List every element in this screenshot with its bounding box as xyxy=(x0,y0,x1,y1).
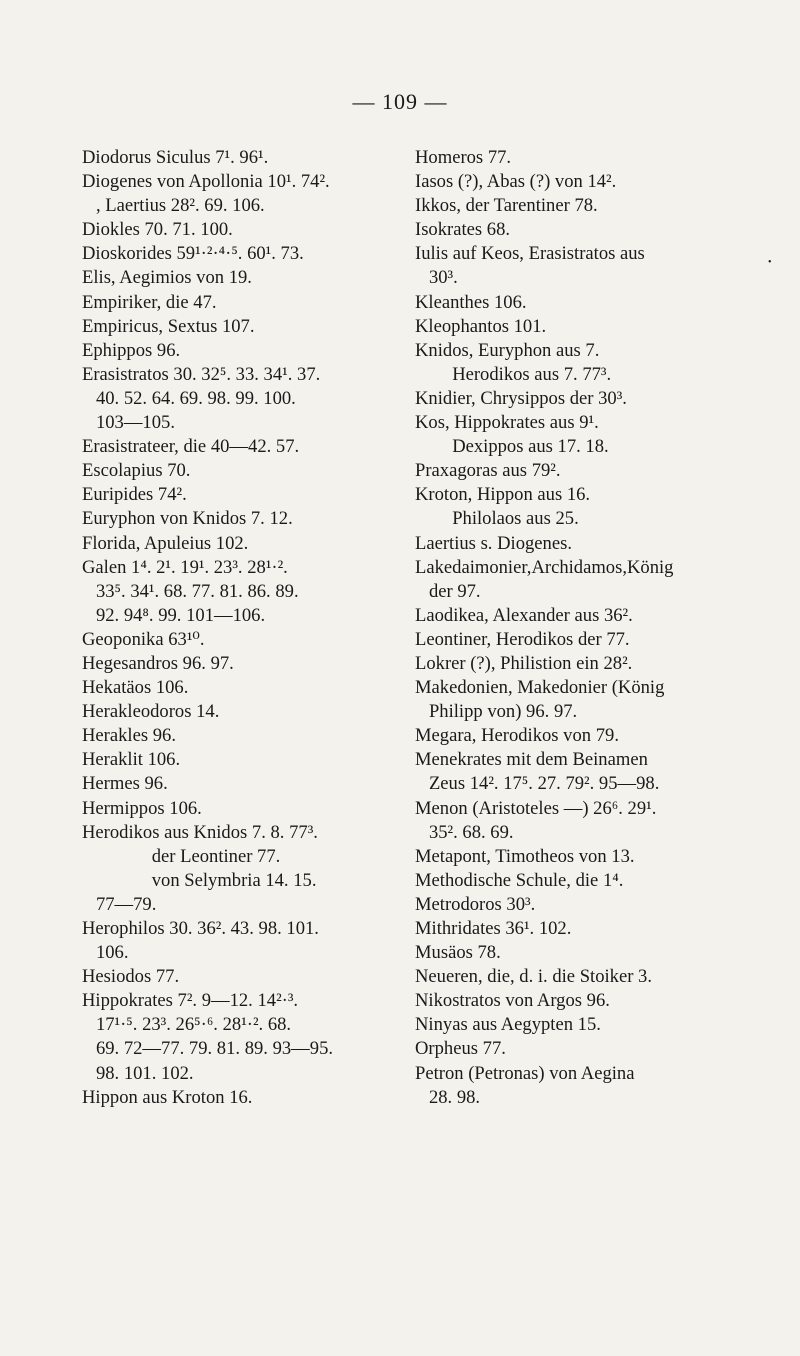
index-entry-line: der 97. xyxy=(415,580,481,602)
page-number: — 109 — xyxy=(352,89,448,114)
index-entry-line: Iulis auf Keos, Erasistratos aus xyxy=(415,243,645,265)
index-entry-line: von Selymbria 14. 15. xyxy=(82,869,317,891)
index-entry-line: Leontiner, Herodikos der 77. xyxy=(415,628,630,650)
index-entry-line: Empiriker, die 47. xyxy=(82,291,217,313)
index-entry-line: Dioskorides 59¹·²·⁴·⁵. 60¹. 73. xyxy=(82,243,304,265)
index-entry-line: Menon (Aristoteles —) 26⁶. 29¹. xyxy=(415,797,657,819)
index-entry-line: Isokrates 68. xyxy=(415,219,511,241)
index-entry-line: Petron (Petronas) von Aegina xyxy=(415,1062,635,1084)
index-entry-line: Erasistrateer, die 40—42. 57. xyxy=(82,436,300,458)
index-entry-line: 77—79. xyxy=(82,893,157,915)
index-entry-line: Kleophantos 101. xyxy=(415,315,547,337)
index-entry-line: Homeros 77. xyxy=(415,147,512,168)
index-entry-line: Diogenes von Apollonia 10¹. 74². xyxy=(82,171,330,193)
index-entry-line: Hekatäos 106. xyxy=(82,677,189,699)
index-entry-line: Menekrates mit dem Beinamen xyxy=(415,749,648,771)
index-entry-line: 92. 94⁸. 99. 101—106. xyxy=(82,604,266,626)
index-entry-line: Escolapius 70. xyxy=(82,460,191,482)
index-entry-line: Nikostratos von Argos 96. xyxy=(415,990,610,1012)
index-entry-line: Philipp von) 96. 97. xyxy=(415,701,578,723)
index-entry-line: Mithridates 36¹. 102. xyxy=(415,918,572,939)
index-entry-line: Galen 1⁴. 2¹. 19¹. 23³. 28¹·². xyxy=(82,556,288,578)
index-entry-line: Praxagoras aus 79². xyxy=(415,460,561,482)
index-entry-line: Kleanthes 106. xyxy=(415,291,527,313)
index-entry-line: Zeus 14². 17⁵. 27. 79². 95—98. xyxy=(415,773,660,795)
index-entry-line: Diodorus Siculus 7¹. 96¹. xyxy=(82,147,269,168)
index-entry-line: 28. 98. xyxy=(415,1086,481,1108)
index-entry-line: Methodische Schule, die 1⁴. xyxy=(415,869,624,891)
index-entry-line: Elis, Aegimios von 19. xyxy=(82,267,252,289)
index-entry-line: Heraklit 106. xyxy=(82,749,181,771)
index-entry-line: Empiricus, Sextus 107. xyxy=(82,315,255,337)
index-entry-line: Erasistratos 30. 32⁵. 33. 34¹. 37. xyxy=(82,363,321,385)
index-entry-line: Makedonien, Makedonier (König xyxy=(415,677,665,699)
index-entry-line: Diokles 70. 71. 100. xyxy=(82,219,233,241)
index-column-left xyxy=(82,146,400,1110)
index-entry-line: Hippon aus Kroton 16. xyxy=(82,1086,253,1108)
index-entry-line: Herodikos aus 7. 77³. xyxy=(415,363,612,385)
index-entry-line: Megara, Herodikos von 79. xyxy=(415,725,619,747)
index-entry-line: 40. 52. 64. 69. 98. 99. 100. xyxy=(82,387,296,409)
index-entry-line: 106. xyxy=(82,942,129,964)
index-entry-line: Hesiodos 77. xyxy=(82,966,180,988)
index-entry-line: Hippokrates 7². 9—12. 14²·³. xyxy=(82,990,299,1012)
index-entry-line: Herophilos 30. 36². 43. 98. 101. xyxy=(82,918,319,939)
index-entry-line: 17¹·⁵. 23³. 26⁵·⁶. 28¹·². 68. xyxy=(82,1014,292,1036)
index-entry-line: Herakles 96. xyxy=(82,725,176,747)
index-entry-line: Herakleodoros 14. xyxy=(82,701,220,723)
index-entry-line: 69. 72—77. 79. 81. 89. 93—95. xyxy=(82,1038,334,1060)
index-entry-line: Ikkos, der Tarentiner 78. xyxy=(415,195,598,217)
index-entry-line: Hermippos 106. xyxy=(82,797,202,819)
index-entry-line: Hegesandros 96. 97. xyxy=(82,652,234,674)
index-entry-line: 33⁵. 34¹. 68. 77. 81. 86. 89. xyxy=(82,580,299,602)
index-entry-line: Ephippos 96. xyxy=(82,339,181,361)
index-entry-line: 35². 68. 69. xyxy=(415,821,514,843)
index-entry-line: Neueren, die, d. i. die Stoiker 3. xyxy=(415,966,653,988)
index-entry-line: Lokrer (?), Philistion ein 28². xyxy=(415,652,633,674)
index-entry-line: Iasos (?), Abas (?) von 14². xyxy=(415,171,617,193)
index-column-right xyxy=(415,146,733,1110)
index-entry-line: Laertius s. Diogenes. xyxy=(415,532,572,554)
index-entry-line: 103—105. xyxy=(82,412,175,434)
index-entry-line: Lakedaimonier,Archidamos,König xyxy=(415,556,674,578)
margin-dot: • xyxy=(768,257,772,268)
index-entry-line: 98. 101. 102. xyxy=(82,1062,194,1084)
index-entry-line: Metapont, Timotheos von 13. xyxy=(415,845,635,867)
index-entry-line: Orpheus 77. xyxy=(415,1038,506,1060)
index-entry-line: Euripides 74². xyxy=(82,484,187,506)
index-entry-line: Knidier, Chrysippos der 30³. xyxy=(415,387,627,409)
index-entry-line: Philolaos aus 25. xyxy=(415,508,579,530)
index-entry-line: Geoponika 63¹⁰. xyxy=(82,628,205,650)
index-entry-line: Herodikos aus Knidos 7. 8. 77³. xyxy=(82,821,318,843)
index-entry-line: Musäos 78. xyxy=(415,942,501,964)
index-entry-line: , Laertius 28². 69. 106. xyxy=(82,195,265,217)
index-entry-line: 30³. xyxy=(415,267,458,289)
index-entry-line: Hermes 96. xyxy=(82,773,168,795)
index-entry-line: Dexippos aus 17. 18. xyxy=(415,436,609,458)
index-entry-line: Kos, Hippokrates aus 9¹. xyxy=(415,412,599,434)
index-entry-line: Kroton, Hippon aus 16. xyxy=(415,484,591,506)
index-entry-line: Laodikea, Alexander aus 36². xyxy=(415,604,633,626)
index-entry-line: Euryphon von Knidos 7. 12. xyxy=(82,508,293,530)
index-entry-line: Florida, Apuleius 102. xyxy=(82,532,249,554)
index-entry-line: Metrodoros 30³. xyxy=(415,893,536,915)
index-entry-line: Knidos, Euryphon aus 7. xyxy=(415,339,600,361)
index-entry-line: der Leontiner 77. xyxy=(82,845,281,867)
index-entry-line: Ninyas aus Aegypten 15. xyxy=(415,1014,601,1036)
